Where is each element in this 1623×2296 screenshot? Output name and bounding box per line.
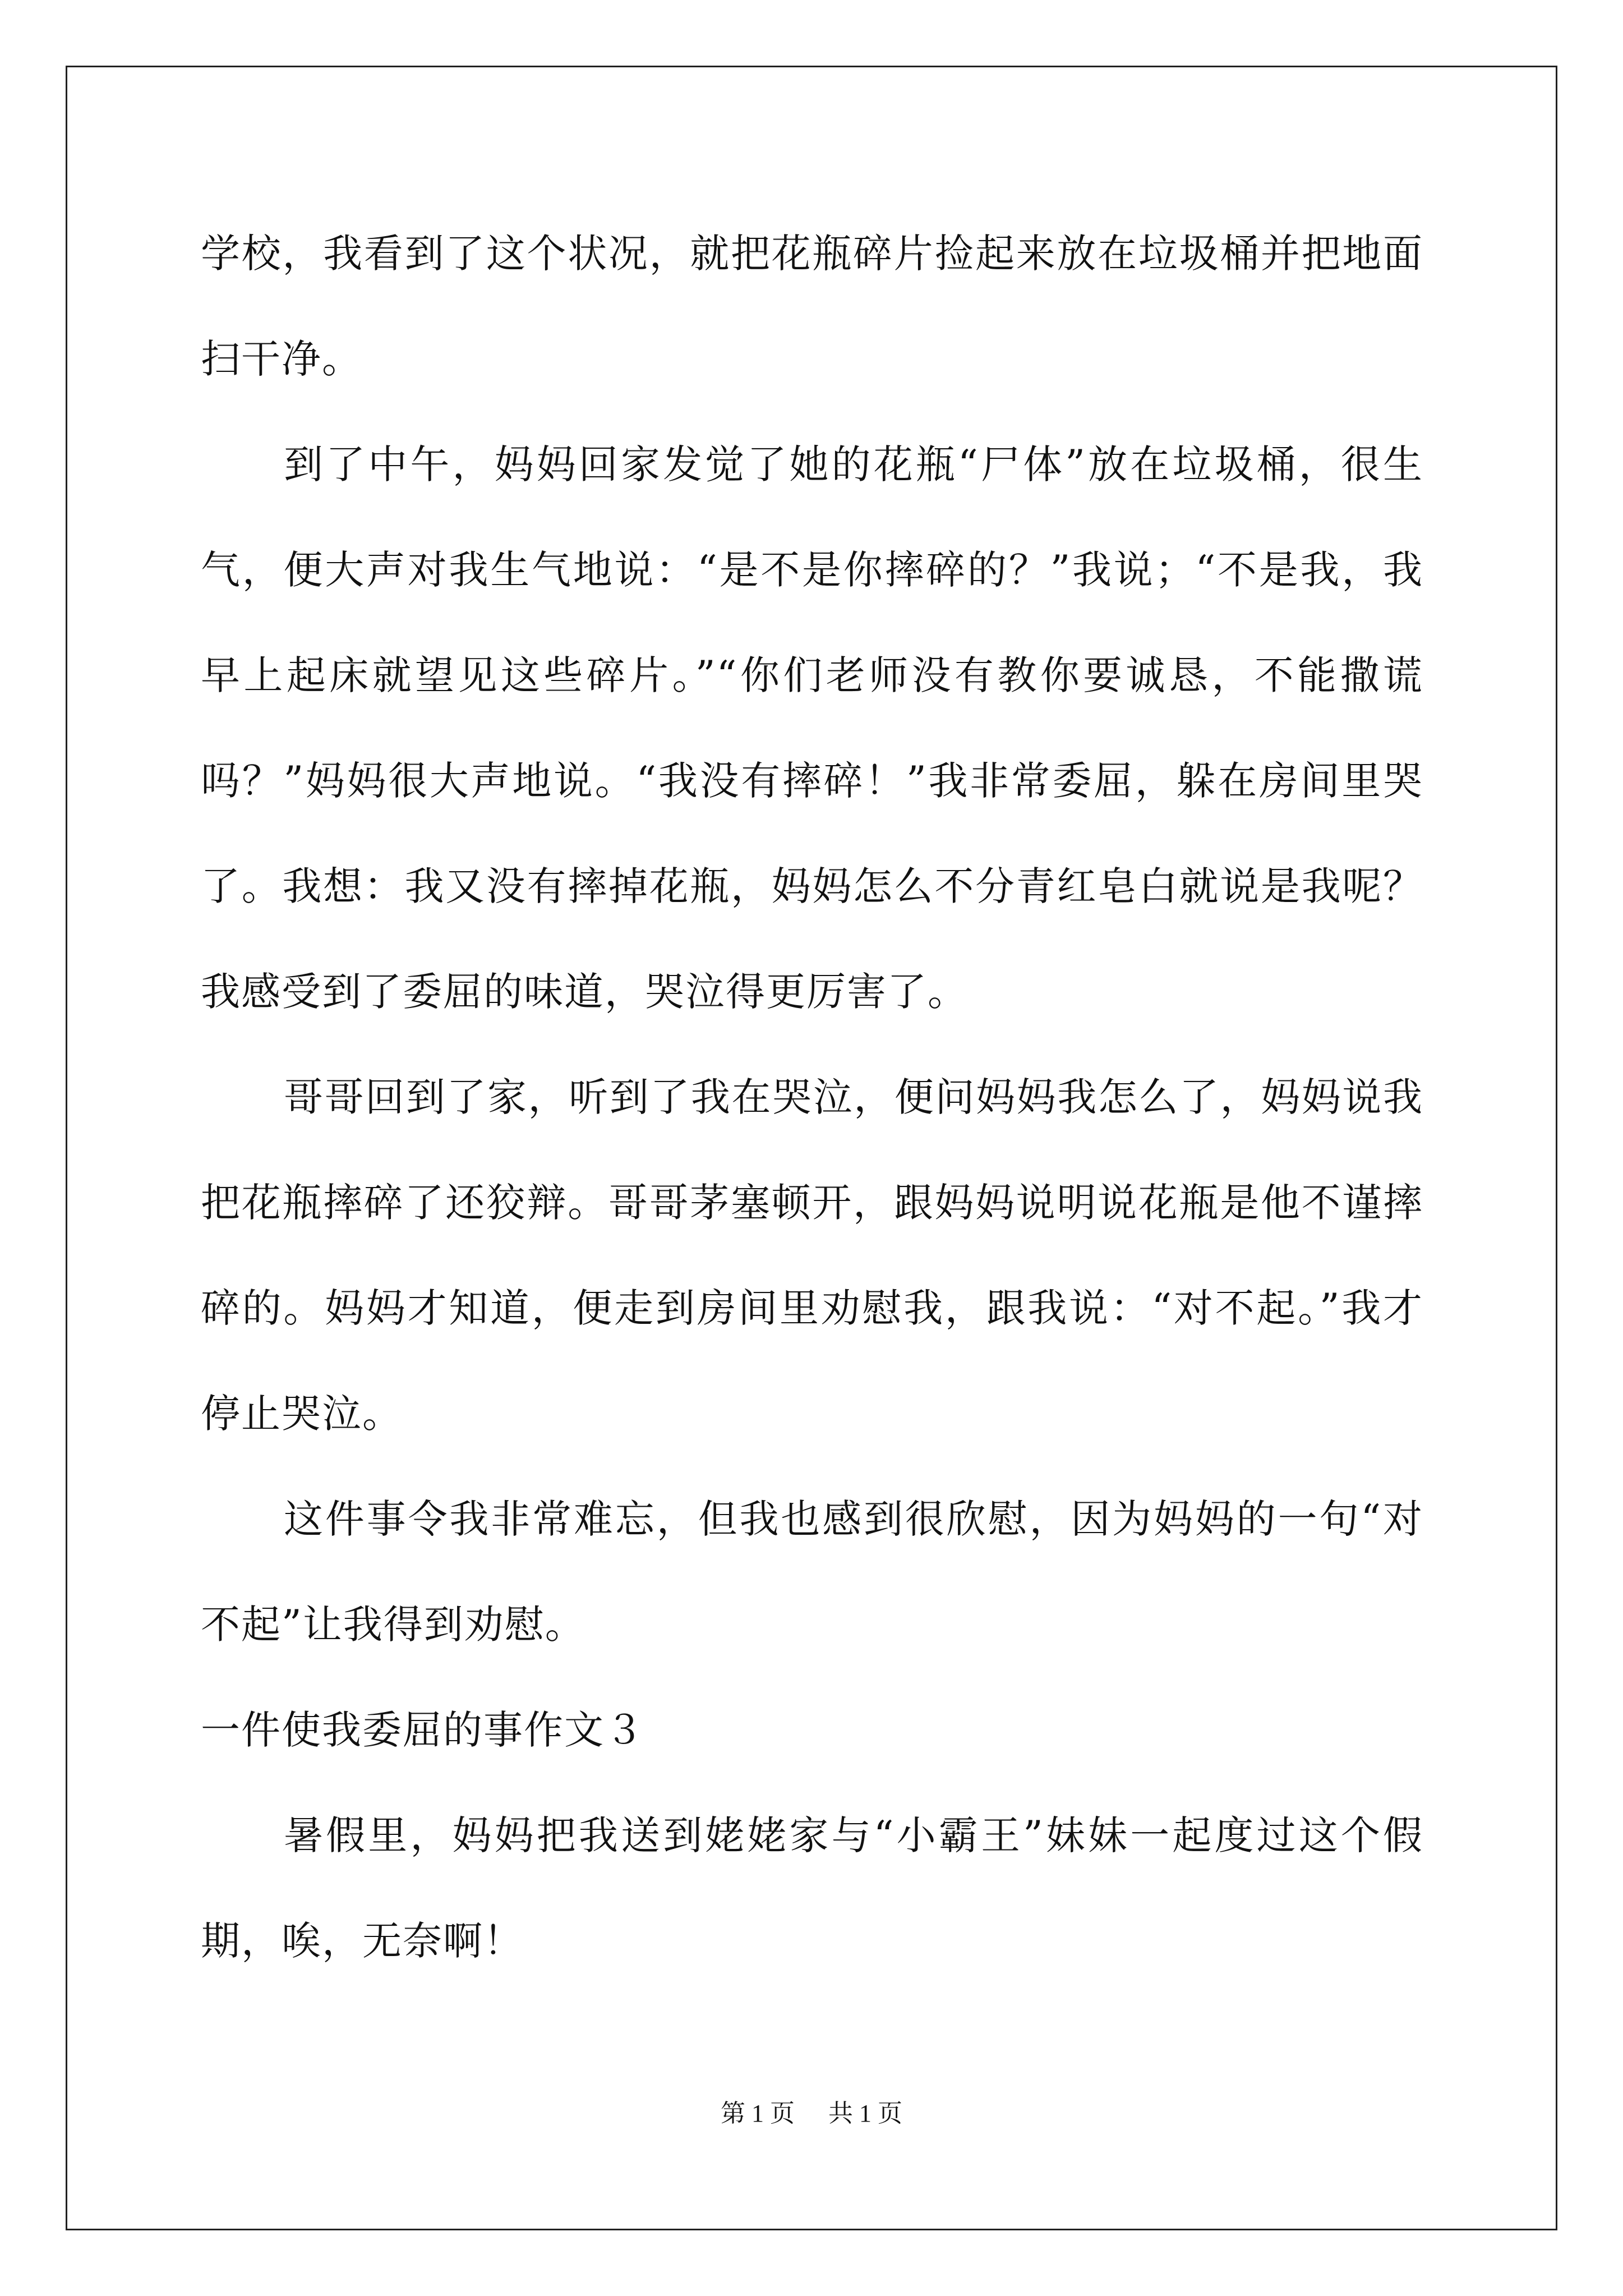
paragraph-continuation: 学校，我看到了这个状况，就把花瓶碎片捡起来放在垃圾桶并把地面扫干净。 xyxy=(201,231,1423,382)
paragraph-noon-vase: 到了中午，妈妈回家发觉了她的花瓶“尸体”放在垃圾桶，很生气，便大声对我生气地说：“是不是你摔碎的？”我说；“不是我，我早上起床就望见这些碎片。”“你们老师没有教你要诚恳，不能撒谎吗？”妈妈很大声地说。“我没有摔碎！”我非常委屈，躲在房间里哭了。我想：我又没有摔掉花瓶，妈妈怎么不分青红皂白就说是我呢？我感受到了委屈的味道，哭泣得更厉害了。 xyxy=(201,441,1423,1015)
document-body xyxy=(201,201,1423,1994)
essay-heading: 一件使我委屈的事作文３ xyxy=(201,1707,645,1753)
page-number: 第 1 页 xyxy=(721,2100,795,2127)
page-total: 共 1 页 xyxy=(828,2100,902,2127)
paragraph-brother-returns: 哥哥回到了家，听到了我在哭泣，便问妈妈我怎么了，妈妈说我把花瓶摔碎了还狡辩。哥哥茅塞顿开，跟妈妈说明说花瓶是他不谨摔碎的。妈妈才知道，便走到房间里劝慰我，跟我说：“对不起。”我才停止哭泣。 xyxy=(201,1074,1423,1437)
paragraph-summer-vacation: 暑假里，妈妈把我送到姥姥家与“小霸王”妹妹一起度过这个假期，唉，无奈啊！ xyxy=(201,1812,1423,1964)
paragraph-conclusion: 这件事令我非常难忘，但我也感到很欣慰，因为妈妈的一句“对不起”让我得到劝慰。 xyxy=(201,1496,1423,1648)
page-footer xyxy=(0,2097,1623,2131)
